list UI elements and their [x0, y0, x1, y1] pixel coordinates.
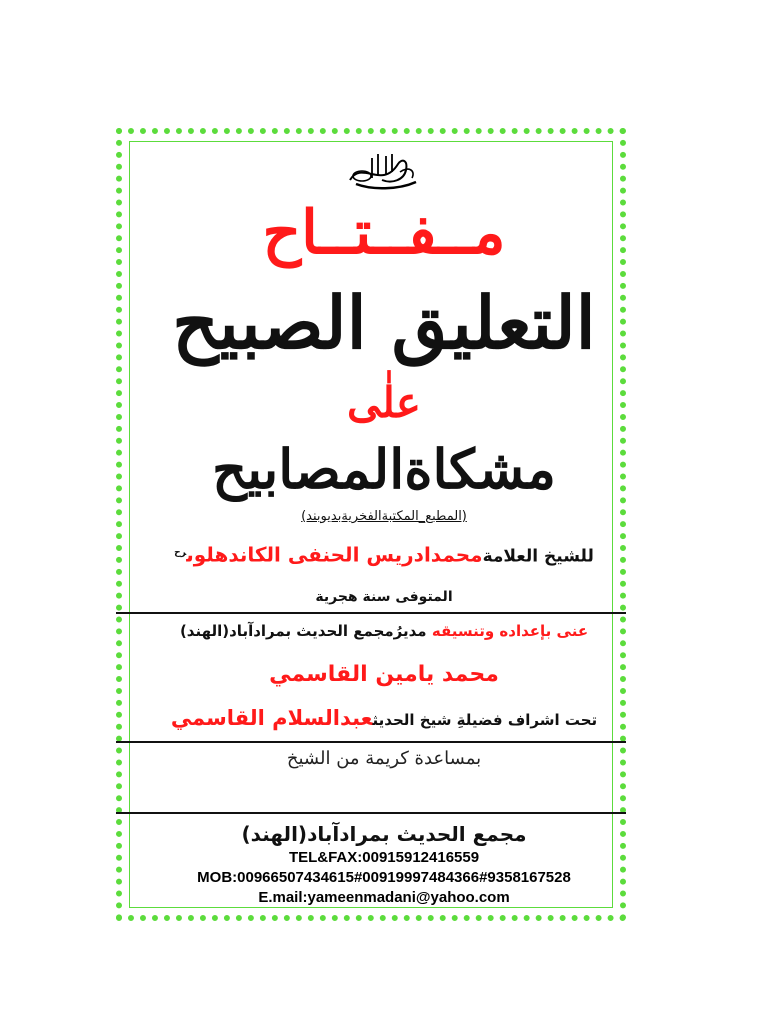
editor-rest: مديرُمجمع الحديث بمرادآباد(الهند) [179, 622, 427, 640]
editor-red: عنى بإعداده وتنسيقه [431, 622, 589, 640]
title-line-4: مشكاةالمصابيح [212, 437, 556, 501]
footer-email: E.mail:yameenmadani@yahoo.com [258, 889, 510, 906]
editor-name: محمد يامين القاسمي [269, 662, 499, 687]
supervision-line [0, 704, 768, 734]
divider [116, 812, 626, 814]
calligraphy-seal-icon [342, 150, 422, 192]
died-line: المتوفى سنة هجرية [315, 589, 453, 605]
author-suffix: رح [174, 548, 187, 558]
footer-org: مجمع الحديث بمرادآباد(الهند) [241, 822, 527, 846]
divider [116, 612, 626, 614]
assistance-line: بمساعدة كريمة من الشيخ [286, 748, 482, 769]
title-line-1: مــفــتــاح [262, 198, 506, 268]
author-name: محمدادريس الحنفى الكاندهلوى [186, 542, 483, 567]
title-line-3: علٰى [347, 378, 421, 427]
publisher-note: (المطبع_المكتبةالفخريةبديوبند) [301, 509, 467, 524]
divider [116, 741, 626, 743]
footer-mob: MOB:00966507434615#00919997484366#9358167528 [197, 869, 571, 886]
supervision-prefix: تحت اشراف فضيلةِ شيخ الحديث [372, 711, 598, 729]
supervision-name: عبدالسلام القاسمي [170, 706, 373, 730]
footer-tel: TEL&FAX:00915912416559 [288, 849, 480, 866]
author-prefix: للشيخ العلامة [482, 546, 594, 567]
editor-line [0, 620, 768, 642]
author-line [0, 540, 768, 570]
title-line-2: التعليق الصبيح [172, 280, 596, 365]
